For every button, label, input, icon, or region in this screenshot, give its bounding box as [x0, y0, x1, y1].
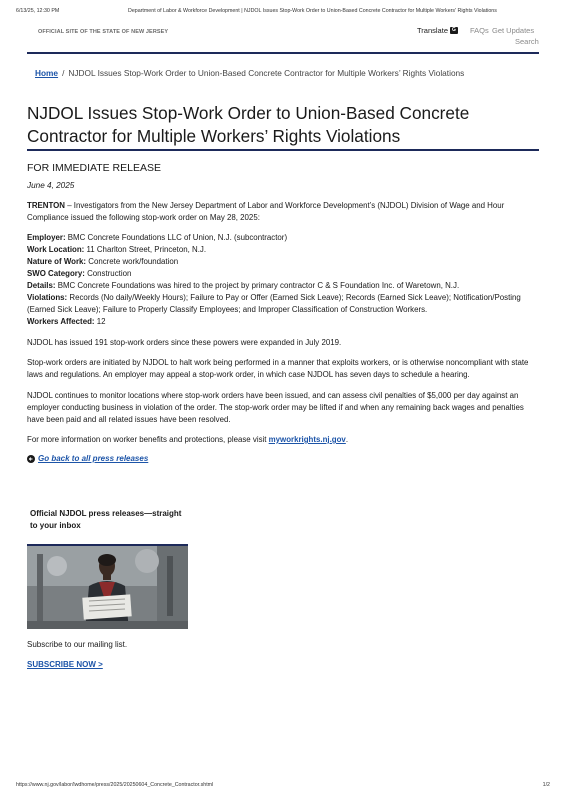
go-back-link[interactable]: Go back to all press releases	[38, 454, 149, 463]
print-footer	[16, 782, 550, 788]
detail-nature: Nature of Work: Concrete work/foundation	[27, 257, 179, 266]
go-back-row[interactable]	[27, 454, 148, 463]
header-divider	[27, 52, 539, 54]
subscribe-now-link[interactable]: SUBSCRIBE NOW >	[27, 660, 103, 669]
monitor-paragraph: NJDOL continues to monitor locations where stop-work orders have been issued, and can assess civil penalties of $5,000 per day against an employer conducting business in violation of the order. The stop-work order may be lifted if and when any remaining back wages and penalties have been paid and all related issues have been resolved.	[27, 391, 524, 424]
page-title: NJDOL Issues Stop-Work Order to Union-Based Concrete Contractor for Multiple Workers’ Rights Violations	[27, 103, 470, 146]
promo-photo	[27, 544, 188, 629]
detail-employer: Employer: BMC Concrete Foundations LLC of Union, N.J. (subcontractor)	[27, 233, 288, 242]
initiated-paragraph: Stop-work orders are initiated by NJDOL to halt work being performed in a manner that exploits workers, or is otherwise noncompliant with state laws and regulations. An employer may appeal a stop-work order, in which case NJDOL has seven days to schedule a hearing.	[27, 358, 529, 379]
official-site-label: OFFICIAL SITE OF THE STATE OF NEW JERSEY	[38, 29, 169, 35]
print-url: https://www.nj.gov/labor/lwdhome/press/2025/20250604_Concrete_Contractor.shtml	[16, 782, 214, 788]
print-timestamp: 6/13/25, 12:30 PM	[16, 8, 60, 14]
breadcrumb-home-link[interactable]: Home	[35, 68, 59, 78]
myworkrights-link[interactable]: myworkrights.nj.gov	[268, 435, 346, 444]
dateline: TRENTON	[27, 201, 65, 210]
title-divider	[27, 149, 539, 151]
promo-title: Official NJDOL press releases—straight to your inbox	[30, 509, 182, 530]
intro-paragraph	[27, 200, 539, 224]
get-updates-link[interactable]: Get Updates	[492, 26, 535, 35]
search-link[interactable]: Search	[515, 37, 539, 46]
translate-button[interactable]	[417, 26, 458, 35]
top-bar	[0, 22, 566, 52]
subscribe-text: Subscribe to our mailing list.	[27, 640, 128, 649]
print-page-number: 1/2	[542, 782, 550, 788]
detail-violations: Violations: Records (No daily/Weekly Hours); Failure to Pay or Offer (Earned Sick Leave); Records (Earned Sick Leave); Notification/Posting (Earned Sick Leave); Failure to Properly Classify Employees; and Improper Classification of Construction Workers.	[27, 293, 521, 314]
detail-workers-affected: Workers Affected: 12	[27, 317, 106, 326]
arrow-left-circle-icon	[27, 455, 35, 463]
detail-details: Details: BMC Concrete Foundations was hired to the project by primary contractor C & S Foundation Inc. of Waretown, N.J.	[27, 281, 460, 290]
detail-swo-category: SWO Category: Construction	[27, 269, 132, 278]
detail-location: Work Location: 11 Charlton Street, Princeton, N.J.	[27, 245, 207, 254]
breadcrumb	[35, 68, 464, 78]
breadcrumb-separator: /	[62, 68, 65, 78]
info-paragraph: For more information on worker benefits and protections, please visit myworkrights.nj.gov.	[27, 435, 349, 444]
translate-label: Translate	[417, 26, 448, 35]
order-details	[27, 232, 539, 328]
release-label: FOR IMMEDIATE RELEASE	[27, 162, 161, 174]
print-page-title: Department of Labor & Workforce Development | NJDOL Issues Stop-Work Order to Union-Based Concrete Contractor for Multiple Workers' Rights Violations	[128, 8, 497, 14]
intro-text: – Investigators from the New Jersey Department of Labor and Workforce Development’s (NJDOL) Division of Wage and Hour Compliance issued the following stop-work order on May 28, 2025:	[27, 201, 505, 222]
faqs-link[interactable]: FAQs	[470, 26, 489, 35]
google-translate-icon: G	[452, 27, 456, 33]
breadcrumb-current: NJDOL Issues Stop-Work Order to Union-Based Concrete Contractor for Multiple Workers’ Rights Violations	[68, 68, 465, 78]
release-date: June 4, 2025	[27, 181, 75, 190]
issued-paragraph: NJDOL has issued 191 stop-work orders since these powers were expanded in July 2019.	[27, 338, 342, 347]
